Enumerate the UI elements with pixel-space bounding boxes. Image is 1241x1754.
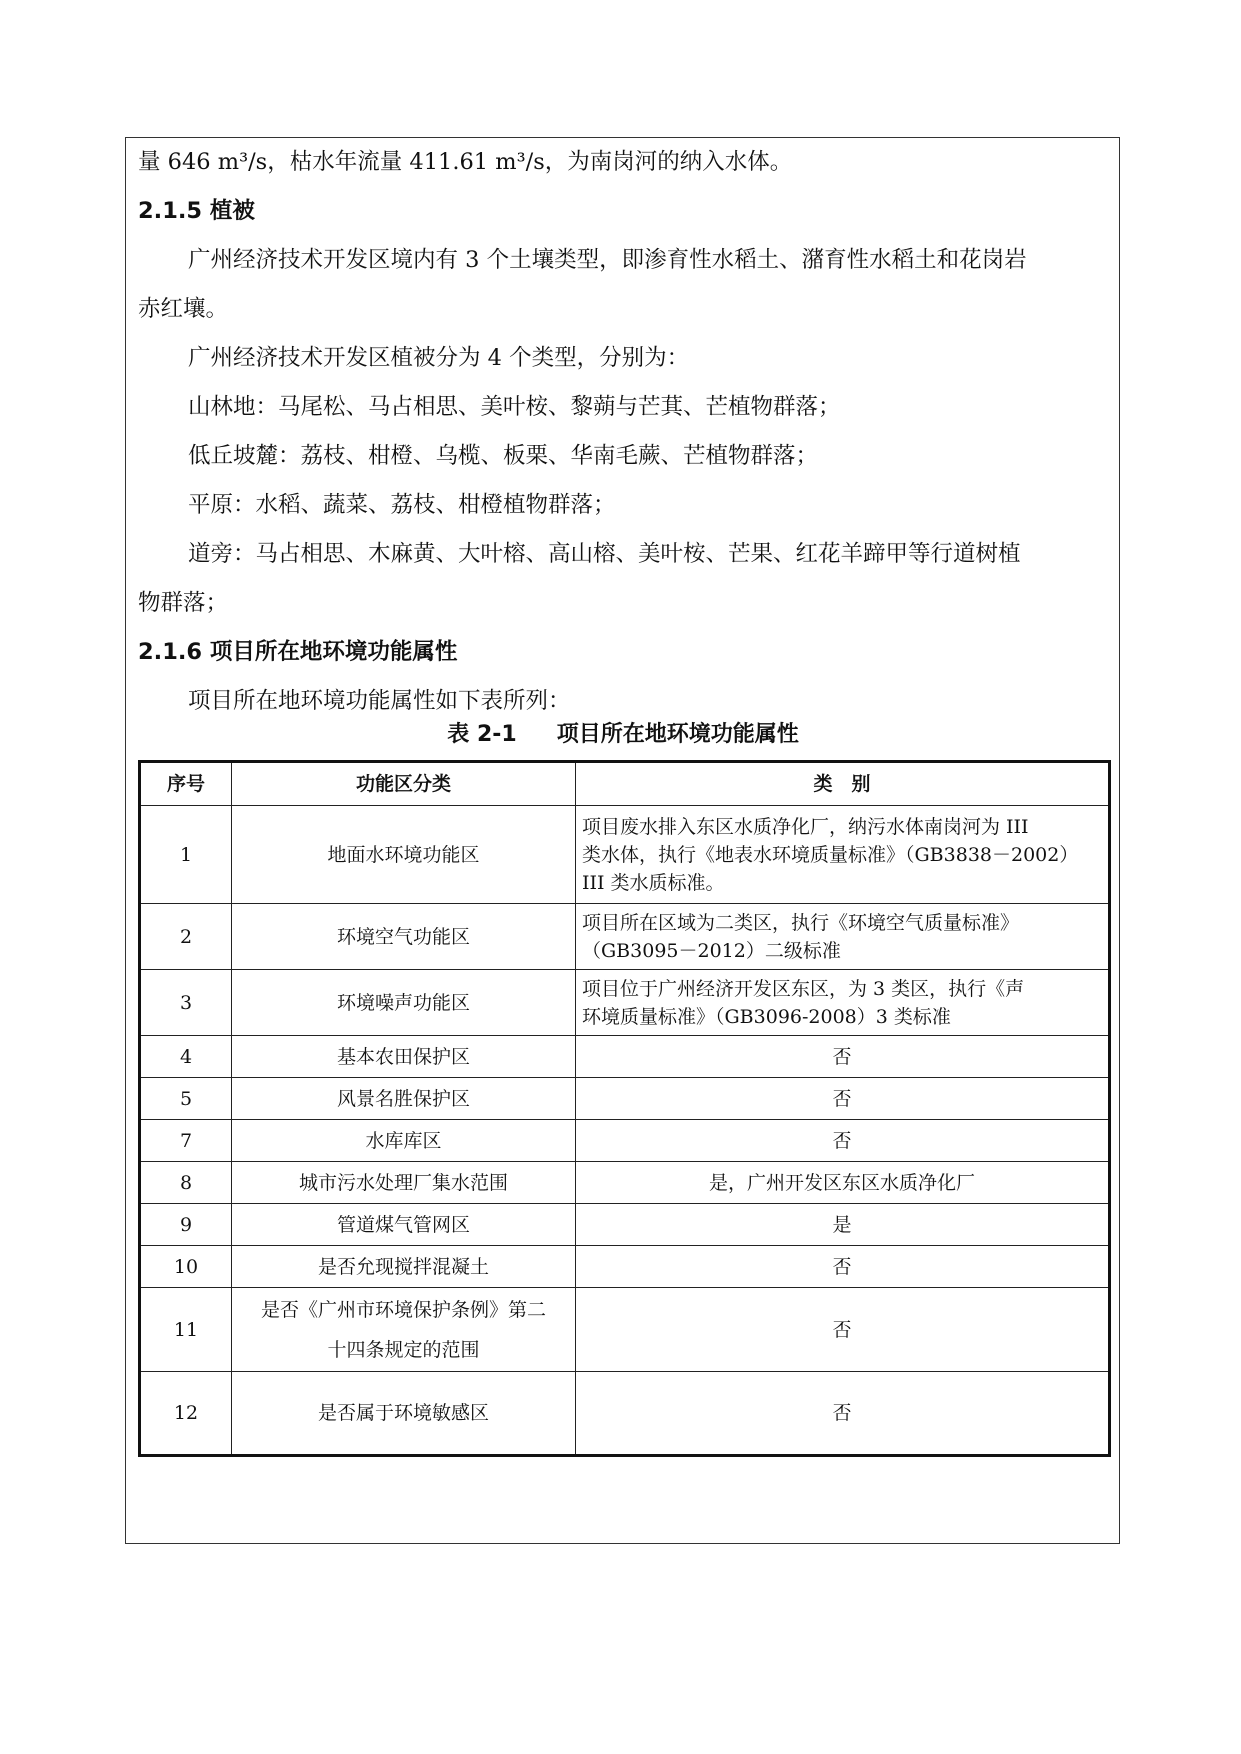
cell-category: 地面水环境功能区 xyxy=(232,806,576,904)
table-caption-title: 项目所在地环境功能属性 xyxy=(556,722,799,747)
cell-detail: 否 xyxy=(576,1288,1110,1372)
detail-line: 项目所在区域为二类区，执行《环境空气质量标准》 xyxy=(582,911,1020,934)
cell-category: 管道煤气管网区 xyxy=(232,1204,576,1246)
paragraph-soil: 广州经济技术开发区境内有 3 个土壤类型，即渗育性水稻土、潴育性水稻土和花岗岩 xyxy=(188,247,1027,273)
cell-category: 城市污水处理厂集水范围 xyxy=(232,1162,576,1204)
text-line: 量 646 m³/s，枯水年流量 411.61 m³/s，为南岗河的纳入水体。 xyxy=(138,149,793,175)
cell-detail: 否 xyxy=(576,1078,1110,1120)
cell-no: 4 xyxy=(140,1036,232,1078)
page-frame xyxy=(125,137,1120,1544)
cell-no: 9 xyxy=(140,1204,232,1246)
cell-no: 3 xyxy=(140,970,232,1036)
paragraph-table-intro: 项目所在地环境功能属性如下表所列： xyxy=(188,688,571,714)
page-content xyxy=(138,138,1108,1424)
detail-line: 项目位于广州经济开发区东区，为 3 类区，执行《声 xyxy=(582,977,1025,1000)
paragraph-soil-cont: 赤红壤。 xyxy=(138,296,229,322)
header-no: 序号 xyxy=(140,762,232,806)
detail-line: 项目废水排入东区水质净化厂，纳污水体南岗河为 III xyxy=(582,815,1029,838)
cell-category: 是否允现搅拌混凝土 xyxy=(232,1246,576,1288)
table-caption xyxy=(138,720,1108,750)
cell-detail xyxy=(576,806,1110,904)
cell-no: 10 xyxy=(140,1246,232,1288)
table-row xyxy=(140,1036,1110,1078)
vegetation-item-plain: 平原：水稻、蔬菜、荔枝、柑橙植物群落； xyxy=(188,492,616,518)
table-caption-number: 表 2-1 xyxy=(447,722,517,747)
cell-category: 水库库区 xyxy=(232,1120,576,1162)
table-row xyxy=(140,1120,1110,1162)
vegetation-item-roadside-cont: 物群落； xyxy=(138,590,229,616)
cell-detail: 否 xyxy=(576,1120,1110,1162)
detail-line: （GB3095－2012）二级标准 xyxy=(582,939,841,962)
detail-line: III 类水质标准。 xyxy=(582,871,725,894)
vegetation-item-hills: 低丘坡麓：荔枝、柑橙、乌榄、板栗、华南毛蕨、芒植物群落； xyxy=(188,443,819,469)
cell-category: 基本农田保护区 xyxy=(232,1036,576,1078)
category-line: 十四条规定的范围 xyxy=(327,1338,480,1361)
table-row xyxy=(140,1162,1110,1204)
section-heading-env-function: 2.1.6 项目所在地环境功能属性 xyxy=(138,639,458,665)
table-row xyxy=(140,1246,1110,1288)
cell-no: 7 xyxy=(140,1120,232,1162)
vegetation-item-forest: 山林地：马尾松、马占相思、美叶桉、黎蒴与芒萁、芒植物群落； xyxy=(188,394,841,420)
env-function-table xyxy=(138,760,1111,1457)
cell-detail xyxy=(576,970,1110,1036)
header-category: 功能区分类 xyxy=(232,762,576,806)
cell-no: 8 xyxy=(140,1162,232,1204)
table-row xyxy=(140,806,1110,904)
table-row xyxy=(140,1078,1110,1120)
cell-no: 2 xyxy=(140,904,232,970)
table-row xyxy=(140,904,1110,970)
cell-category: 是否属于环境敏感区 xyxy=(232,1372,576,1456)
header-detail: 类 别 xyxy=(576,762,1110,806)
table-row xyxy=(140,1372,1110,1456)
table-row xyxy=(140,970,1110,1036)
cell-detail xyxy=(576,904,1110,970)
cell-no: 1 xyxy=(140,806,232,904)
category-line: 是否《广州市环境保护条例》第二 xyxy=(260,1298,546,1321)
paragraph-vegetation-types: 广州经济技术开发区植被分为 4 个类型，分别为： xyxy=(188,345,690,371)
cell-category: 风景名胜保护区 xyxy=(232,1078,576,1120)
section-heading-vegetation: 2.1.5 植被 xyxy=(138,198,255,224)
detail-line: 环境质量标准》（GB3096-2008）3 类标准 xyxy=(582,1005,951,1028)
table-row xyxy=(140,1204,1110,1246)
table-row xyxy=(140,1288,1110,1372)
cell-detail: 否 xyxy=(576,1246,1110,1288)
cell-category: 环境空气功能区 xyxy=(232,904,576,970)
cell-detail: 是 xyxy=(576,1204,1110,1246)
table-header-row xyxy=(140,762,1110,806)
vegetation-item-roadside: 道旁：马占相思、木麻黄、大叶榕、高山榕、美叶桉、芒果、红花羊蹄甲等行道树植 xyxy=(188,541,1021,567)
cell-category xyxy=(232,1288,576,1372)
cell-detail: 否 xyxy=(576,1036,1110,1078)
cell-detail: 否 xyxy=(576,1372,1110,1456)
cell-no: 12 xyxy=(140,1372,232,1456)
cell-no: 11 xyxy=(140,1288,232,1372)
detail-line: 类水体，执行《地表水环境质量标准》（GB3838－2002） xyxy=(582,843,1079,866)
cell-category: 环境噪声功能区 xyxy=(232,970,576,1036)
cell-detail: 是，广州开发区东区水质净化厂 xyxy=(576,1162,1110,1204)
cell-no: 5 xyxy=(140,1078,232,1120)
